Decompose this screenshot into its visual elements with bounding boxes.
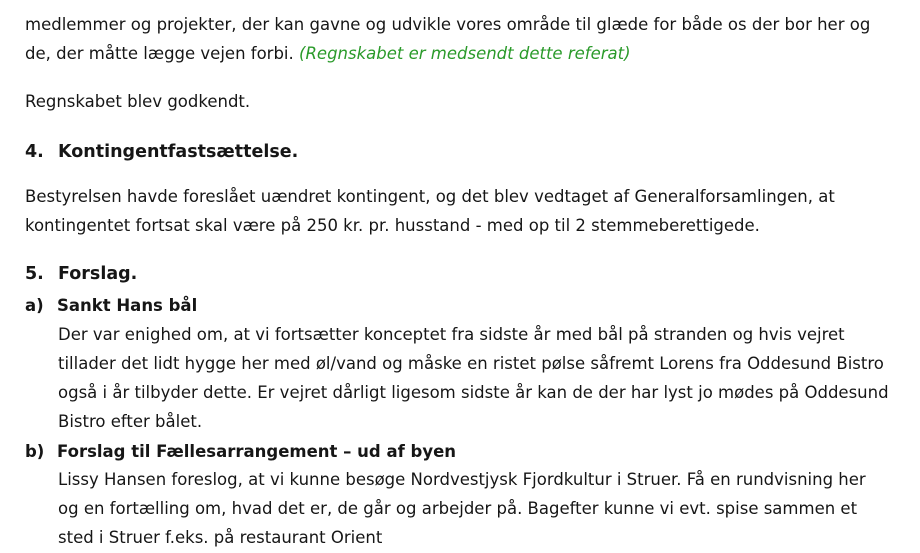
intro-line-1: medlemmer og projekter, der kan gavne og udvikle vores område til glæde for både os der bor her og <box>25 15 871 34</box>
section-4-line-1: Bestyrelsen havde foreslået uændret kontingent, og det blev vedtaget af Generalforsamlingen, at <box>25 187 835 206</box>
section-5-title: Forslag. <box>58 264 138 284</box>
item-a-line-1: Der var enighed om, at vi fortsætter konceptet fra sidste år med bål på stranden og hvis vejret <box>58 325 845 344</box>
item-b-line-2: og en fortælling om, hvad det er, de går og arbejder på. Bagefter kunne vi evt. spise sammen et <box>58 499 858 518</box>
accounts-note: (Regnskabet er medsendt dette referat) <box>299 44 631 63</box>
accounts-approved: Regnskabet blev godkendt. <box>25 92 251 111</box>
section-5-number: 5. <box>25 264 44 284</box>
item-b-heading <box>25 437 456 466</box>
item-a-title: Sankt Hans bål <box>57 296 198 315</box>
item-a-heading <box>25 291 197 320</box>
section-4-line-2: kontingentet fortsat skal være på 250 kr. pr. husstand - med op til 2 stemmeberettigede. <box>25 216 760 235</box>
item-b-line-3: sted i Struer f.eks. på restaurant Orient <box>58 528 383 547</box>
item-a-line-2: tillader det lidt hygge her med øl/vand og måske en ristet pølse såfremt Lorens fra Oddesund Bistro <box>58 354 884 373</box>
item-a-label: a) <box>25 296 44 315</box>
item-b-line-1: Lissy Hansen foreslog, at vi kunne besøge Nordvestjysk Fjordkultur i Struer. Få en rundvisning her <box>58 470 866 489</box>
section-5-heading <box>25 260 137 289</box>
section-4-number: 4. <box>25 142 44 162</box>
intro-line-2-text: de, der måtte lægge vejen forbi. <box>25 44 300 63</box>
item-a-line-4: Bistro efter bålet. <box>58 412 203 431</box>
item-b-title: Forslag til Fællesarrangement – ud af byen <box>57 442 457 461</box>
item-a-line-3: også i år tilbyder dette. Er vejret dårligt ligesom sidste år kan de der har lyst jo mødes på Oddesund <box>58 383 889 402</box>
item-b-label: b) <box>25 442 45 461</box>
section-4-heading <box>25 138 298 167</box>
section-4-title: Kontingentfastsættelse. <box>58 142 299 162</box>
intro-line-2 <box>25 39 631 68</box>
